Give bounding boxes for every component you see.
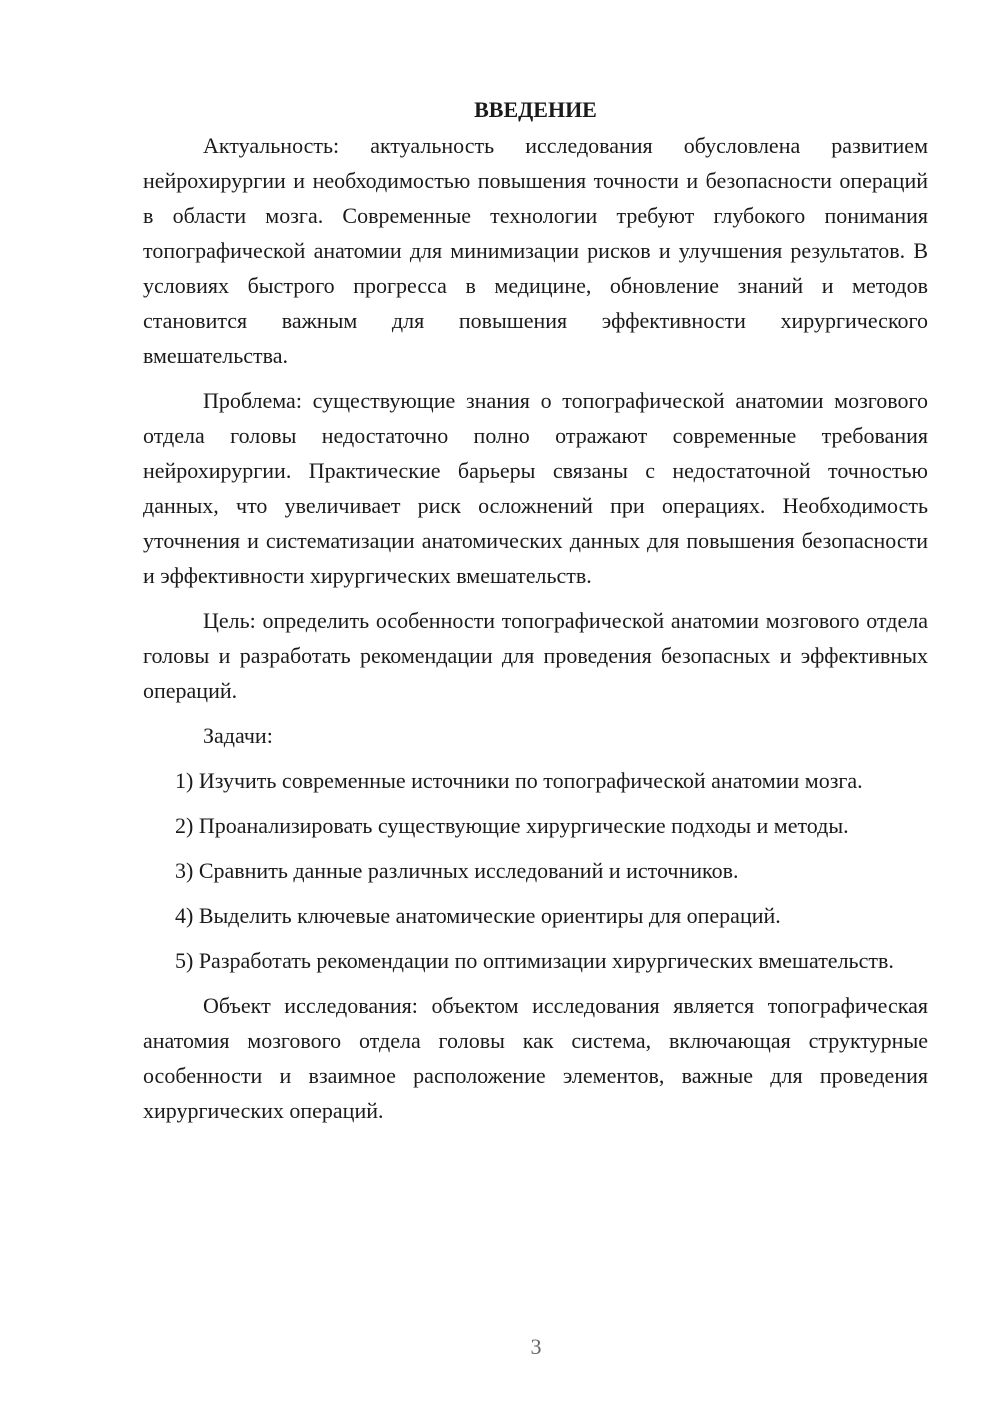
paragraph-object: Объект исследования: объектом исследования является топографическая анатомия мозгового отдела головы как система, включающая структурные особенности и взаимное расположение элементов, важные для проведения хирургических операций. (143, 993, 928, 1123)
task-item-5: 5) Разработать рекомендации по оптимизации хирургических вмешательств. (175, 948, 894, 973)
task-item-2: 2) Проанализировать существующие хирургические подходы и методы. (175, 813, 849, 838)
task-item-4: 4) Выделить ключевые анатомические ориентиры для операций. (175, 903, 781, 928)
document-page (143, 92, 928, 1138)
paragraph-goal: Цель: определить особенности топографической анатомии мозгового отдела головы и разработать рекомендации для проведения безопасных и эффективных операций. (143, 608, 928, 703)
paragraph-relevance: Актуальность: актуальность исследования обусловлена развитием нейрохирургии и необходимостью повышения точности и безопасности операций в области мозга. Современные технологии требуют глубокого понимания топографической анатомии для минимизации рисков и улучшения результатов. В условиях быстрого прогресса в медицине, обновление знаний и методов становится важным для повышения эффективности хирургического вмешательства. (143, 133, 928, 368)
page-number: 3 (530, 1334, 542, 1359)
task-item-1: 1) Изучить современные источники по топографической анатомии мозга. (175, 768, 863, 793)
paragraph-problem: Проблема: существующие знания о топографической анатомии мозгового отдела головы недостаточно полно отражают современные требования нейрохирургии. Практические барьеры связаны с недостаточной точностью данных, что увеличивает риск осложнений при операциях. Необходимость уточнения и систематизации анатомических данных для повышения безопасности и эффективности хирургических вмешательств. (143, 388, 928, 588)
section-title: ВВЕДЕНИЕ (474, 97, 597, 122)
tasks-heading: Задачи: (203, 723, 273, 748)
task-item-3: 3) Сравнить данные различных исследований и источников. (175, 858, 739, 883)
